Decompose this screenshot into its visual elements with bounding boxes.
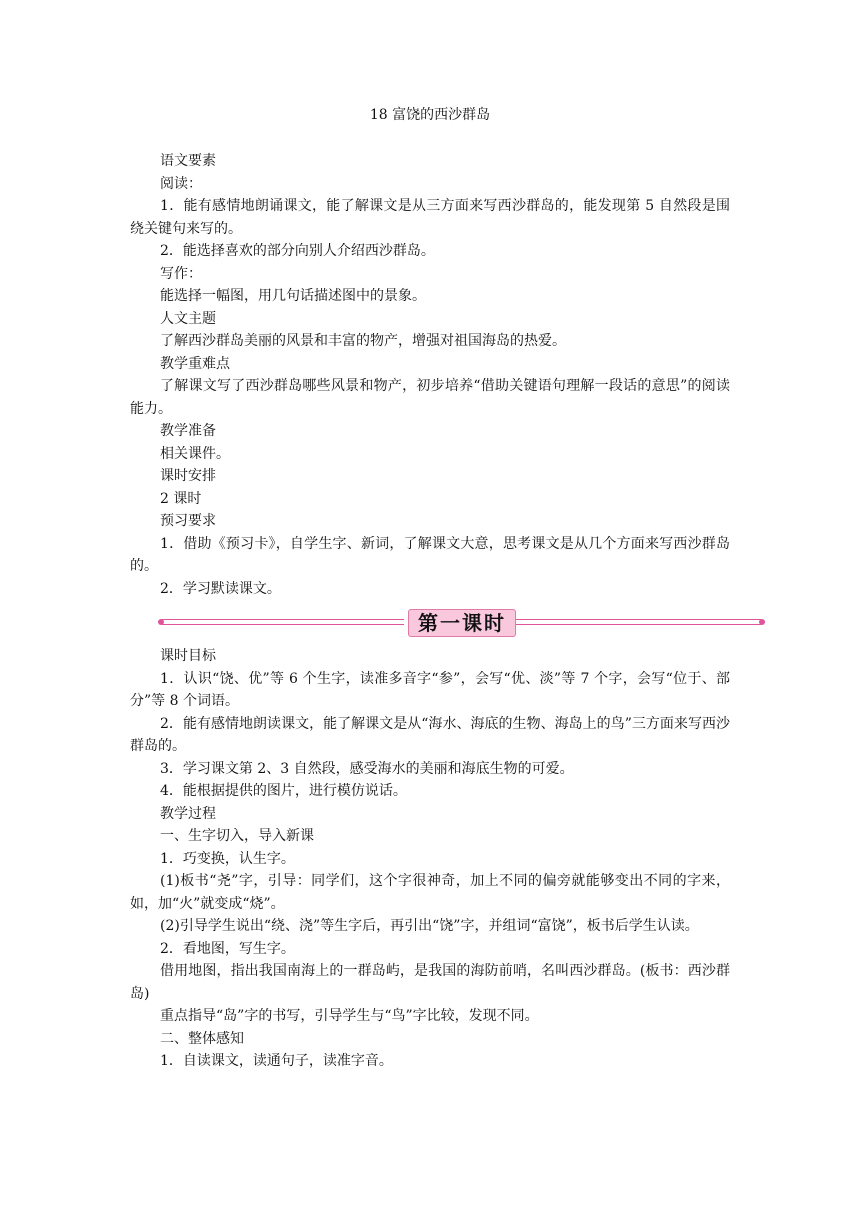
divider-line <box>516 624 761 625</box>
step-1-item-2-text: 借用地图，指出我国南海上的一群岛屿，是我国的海防前哨，名叫西沙群岛。(板书：西沙群岛) <box>130 963 730 1002</box>
schedule-text: 2 课时 <box>160 490 202 507</box>
divider-line <box>162 619 404 620</box>
lesson-goal-2: 2．能有感情地朗读课文，能了解课文是从“海水、海底的生物、海岛上的鸟”三方面来写西沙群岛的。 <box>130 715 730 754</box>
divider-line <box>162 624 404 625</box>
section-divider <box>158 609 768 637</box>
lesson-goal-1: 1．认识“饶、优”等 6 个生字，读准多音字“参”，会写“优、淡”等 7 个字，会写“位于、部分”等 8 个词语。 <box>130 670 730 709</box>
heading-language-elements: 语文要素 <box>160 153 216 169</box>
key-difficulties-text: 了解课文写了西沙群岛哪些风景和物产，初步培养“借助关键语句理解一段话的意思”的阅读能力。 <box>130 378 730 417</box>
section-label: 第一课时 <box>408 609 516 637</box>
preview-requirement-2: 2．学习默读课文。 <box>160 580 281 597</box>
step-1-item-2: 2．看地图，写生字。 <box>160 940 295 957</box>
intro-section <box>130 150 730 600</box>
step-1-item-1: 1．巧变换，认生字。 <box>160 850 295 867</box>
heading-lesson-goals: 课时目标 <box>160 648 216 664</box>
step-2-heading: 二、整体感知 <box>160 1030 244 1047</box>
heading-teaching-process: 教学过程 <box>160 805 216 822</box>
divider-dot-right <box>759 619 765 625</box>
subheading-reading: 阅读： <box>160 175 202 192</box>
lesson-goal-3: 3．学习课文第 2、3 自然段，感受海水的美丽和海底生物的可爱。 <box>160 760 574 777</box>
preview-requirement-1: 1．借助《预习卡》，自学生字、新词，了解课文大意，思考课文是从几个方面来写西沙群岛的。 <box>130 535 730 574</box>
lesson-section <box>130 645 730 1073</box>
writing-goal: 能选择一幅图，用几句话描述图中的景象。 <box>160 288 426 304</box>
heading-schedule: 课时安排 <box>160 468 216 484</box>
preparation-text: 相关课件。 <box>160 445 230 462</box>
lesson-goal-4: 4．能根据提供的图片，进行模仿说话。 <box>160 783 407 799</box>
divider-line <box>516 619 761 620</box>
step-1-item-1b: (2)引导学生说出“绕、浇”等生字后，再引出“饶”字，并组词“富饶”，板书后学生认读。 <box>160 918 699 934</box>
heading-humanities-theme: 人文主题 <box>160 310 216 327</box>
humanities-theme-text: 了解西沙群岛美丽的风景和丰富的物产，增强对祖国海岛的热爱。 <box>160 333 566 349</box>
heading-preparation: 教学准备 <box>160 423 216 439</box>
heading-key-difficulties: 教学重难点 <box>160 355 230 372</box>
reading-goal-1: 1．能有感情地朗诵课文，能了解课文是从三方面来写西沙群岛的，能发现第 5 自然段是围绕关键句来写的。 <box>130 198 730 237</box>
reading-goal-2: 2．能选择喜欢的部分向别人介绍西沙群岛。 <box>160 243 435 259</box>
step-1-item-1a: (1)板书“尧”字，引导：同学们，这个字很神奇，加上不同的偏旁就能够变出不同的字来，如，加“火”就变成“烧”。 <box>130 873 730 912</box>
heading-preview: 预习要求 <box>160 513 216 529</box>
step-1-item-2-guidance: 重点指导“岛”字的书写，引导学生与“鸟”字比较，发现不同。 <box>160 1008 539 1024</box>
step-2-item-1: 1．自读课文，读通句子，读准字音。 <box>160 1053 393 1069</box>
subheading-writing: 写作： <box>160 265 202 282</box>
lesson-title: 18 富饶的西沙群岛 <box>369 107 491 123</box>
step-1-heading: 一、生字切入，导入新课 <box>160 828 314 844</box>
